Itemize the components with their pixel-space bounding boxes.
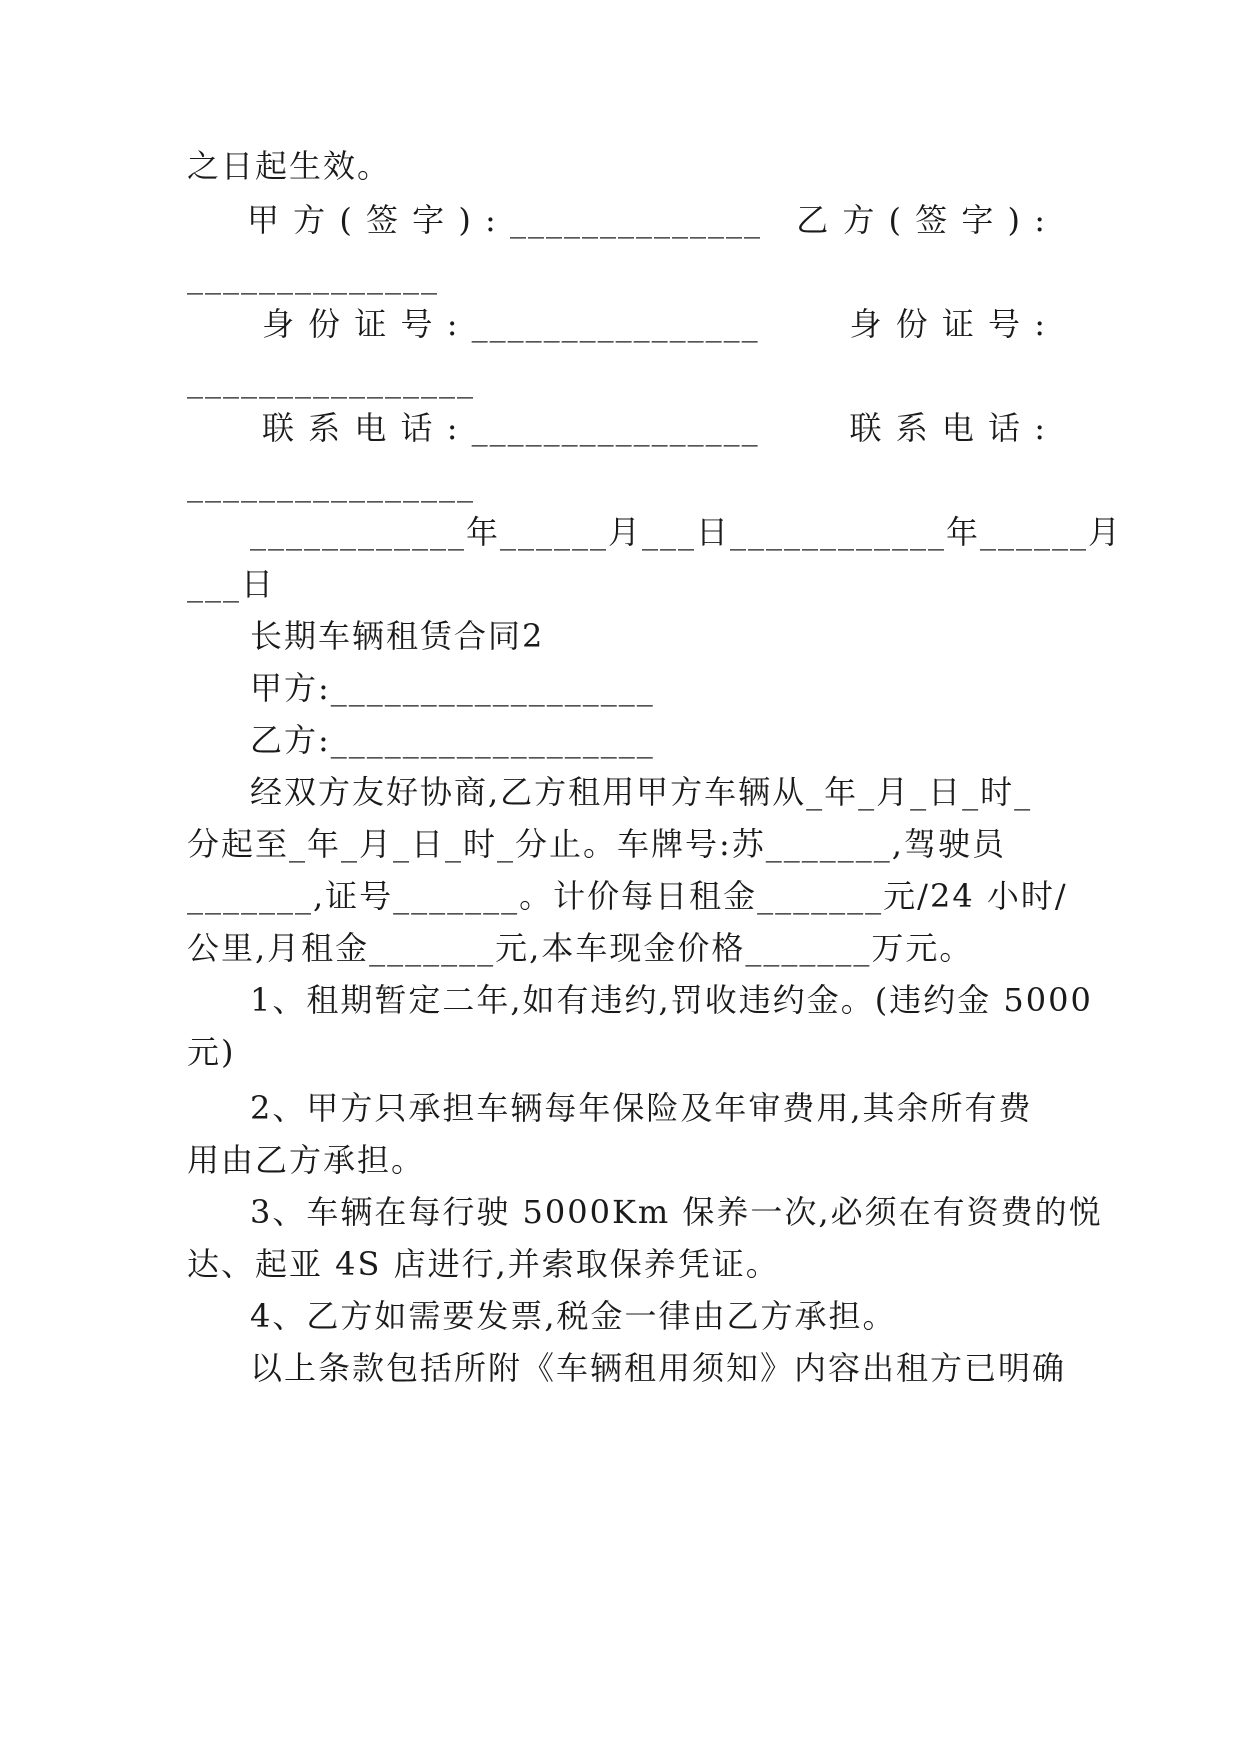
id-number-line — [262, 304, 1047, 344]
party-b-signature-blank: ______________ — [187, 257, 439, 295]
clause-3-cont: 达、起亚 4S 店进行,并索取保养凭证。 — [187, 1245, 780, 1283]
party-a-signature: 甲 方 ( 签 字 ) : ______________ — [247, 201, 762, 239]
clause-1-cont: 元) — [187, 1033, 236, 1071]
clause-4: 4、乙方如需要发票,税金一律由乙方承担。 — [250, 1297, 897, 1335]
party-a-id-number: 身 份 证 号 : ________________ — [262, 305, 760, 343]
clause-1: 1、租期暂定二年,如有违约,罚收违约金。(违约金 5000 — [250, 981, 1093, 1019]
paragraph-line: 经双方友好协商,乙方租用甲方车辆从_年_月_日_时_ — [250, 773, 1033, 811]
paragraph-line: _______,证号_______。计价每日租金_______元/24 小时/ — [187, 877, 1068, 915]
party-b-line: 乙方:__________________ — [250, 721, 655, 759]
phone-line — [262, 408, 1047, 448]
date-line: ____________年______月___日____________年______月 — [250, 513, 1123, 551]
party-b-phone-blank: ________________ — [187, 465, 475, 503]
party-a-phone: 联 系 电 话 : ________________ — [262, 409, 760, 447]
contract-title: 长期车辆租赁合同2 — [250, 617, 545, 655]
clause-2-cont: 用由乙方承担。 — [187, 1141, 426, 1179]
party-b-phone-label: 联 系 电 话 : — [849, 409, 1047, 447]
text-line: 之日起生效。 — [187, 147, 392, 185]
date-line-cont: ___日 — [187, 565, 276, 603]
party-b-id-number-label: 身 份 证 号 : — [849, 305, 1047, 343]
party-b-signature-label: 乙 方 ( 签 字 ) : — [796, 201, 1047, 239]
closing-paragraph: 以上条款包括所附《车辆租用须知》内容出租方已明确 — [250, 1349, 1067, 1387]
clause-2: 2、甲方只承担车辆每年保险及年审费用,其余所有费 — [250, 1089, 1033, 1127]
paragraph-line: 公里,月租金_______元,本车现金价格_______万元。 — [187, 929, 974, 967]
clause-3: 3、车辆在每行驶 5000Km 保养一次,必须在有资费的悦 — [250, 1193, 1103, 1231]
paragraph-line: 分起至_年_月_日_时_分止。车牌号:苏_______,驾驶员 — [187, 825, 1006, 863]
party-b-id-number-blank: ________________ — [187, 361, 475, 399]
signature-line-party-a-b — [247, 200, 1047, 240]
party-a-line: 甲方:__________________ — [250, 669, 655, 707]
